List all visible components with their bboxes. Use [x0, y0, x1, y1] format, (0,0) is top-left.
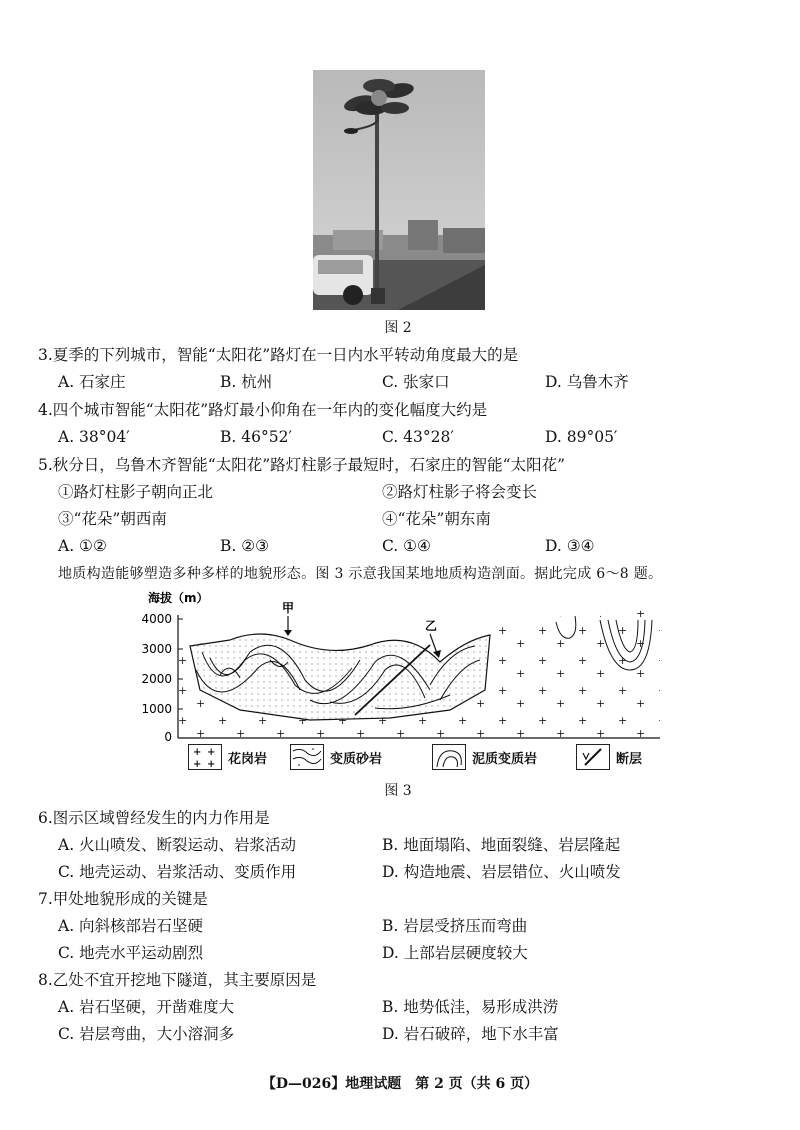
- question-5-option-c: C. ①④: [382, 537, 431, 555]
- question-6-stem: 6.图示区域曾经发生的内力作用是: [38, 809, 270, 827]
- question-7-option-c: C. 地壳水平运动剧烈: [58, 944, 204, 962]
- question-8-option-c: C. 岩层弯曲，大小溶洞多: [58, 1025, 235, 1043]
- question-7-stem: 7.甲处地貌形成的关键是: [38, 890, 208, 908]
- legend-fault-label: 断层: [616, 751, 643, 767]
- legend-metasandstone: [290, 742, 382, 772]
- label-yi: 乙: [425, 619, 438, 633]
- question-8-stem: 8.乙处不宜开挖地下隧道，其主要原因是: [38, 971, 317, 989]
- question-7-option-b: B. 岩层受挤压而弯曲: [382, 917, 528, 935]
- question-3-option-c: C. 张家口: [382, 373, 450, 391]
- question-4-stem: 4.四个城市智能“太阳花”路灯最小仰角在一年内的变化幅度大约是: [38, 401, 488, 419]
- question-3-option-b: B. 杭州: [220, 373, 273, 391]
- svg-text:+: +: [193, 759, 202, 769]
- question-8-option-a: A. 岩石坚硬，开凿难度大: [58, 998, 235, 1016]
- figure2-caption: 图 2: [384, 320, 412, 336]
- question-4-option-a: A. 38°04′: [58, 428, 130, 446]
- pelitic-swatch: [432, 744, 466, 770]
- question-5-statement-4: ④“花朵”朝东南: [382, 510, 491, 528]
- y-tick-3000: 3000: [141, 642, 172, 656]
- y-tick-2000: 2000: [141, 672, 172, 686]
- legend-granite: [188, 742, 267, 772]
- page-footer: 【D—026】地理试题 第 2 页（共 6 页）: [261, 1076, 539, 1092]
- legend-metasandstone-label: 变质砂岩: [330, 751, 383, 767]
- question-6-option-d: D. 构造地震、岩层错位、火山喷发: [382, 863, 621, 881]
- fault-swatch: [576, 744, 610, 770]
- legend-fault: [576, 742, 642, 772]
- y-tick-1000: 1000: [141, 702, 172, 716]
- legend-pelitic-label: 泥质变质岩: [472, 751, 538, 767]
- question-5-stem: 5.秋分日，乌鲁木齐智能“太阳花”路灯柱影子最短时，石家庄的智能“太阳花”: [38, 456, 565, 474]
- question-4-option-c: C. 43°28′: [382, 428, 454, 446]
- question-5-statement-1: ①路灯柱影子朝向正北: [58, 483, 214, 501]
- y-axis-label: 海拔（m）: [148, 591, 209, 605]
- legend-granite-label: 花岗岩: [228, 751, 268, 767]
- y-tick-0: 0: [164, 730, 172, 744]
- question-3-option-d: D. 乌鲁木齐: [545, 373, 629, 391]
- granite-swatch: [188, 744, 222, 770]
- question-6-option-a: A. 火山喷发、断裂运动、岩浆活动: [58, 836, 297, 854]
- question-5-statement-2: ②路灯柱影子将会变长: [382, 483, 538, 501]
- question-3-stem: 3.夏季的下列城市，智能“太阳花”路灯在一日内水平转动角度最大的是: [38, 346, 519, 364]
- question-4-option-b: B. 46°52′: [220, 428, 292, 446]
- metasandstone-swatch: [290, 744, 324, 770]
- figure3-caption: 图 3: [384, 783, 412, 799]
- legend-pelitic: [432, 742, 537, 772]
- question-6-option-c: C. 地壳运动、岩浆活动、变质作用: [58, 863, 297, 881]
- question-8-option-d: D. 岩石破碎，地下水丰富: [382, 1025, 559, 1043]
- section-intro: 地质构造能够塑造多种多样的地貌形态。图 3 示意我国某地地质构造剖面。据此完成 6～8 题。: [58, 566, 663, 582]
- question-5-option-a: A. ①②: [58, 537, 107, 555]
- y-tick-4000: 4000: [141, 612, 172, 626]
- question-7-option-a: A. 向斜核部岩石坚硬: [58, 917, 204, 935]
- question-4-option-d: D. 89°05′: [545, 428, 618, 446]
- svg-text:+: +: [207, 747, 216, 758]
- question-5-option-d: D. ③④: [545, 537, 595, 555]
- label-jia: 甲: [282, 601, 295, 615]
- question-6-option-b: B. 地面塌陷、地面裂缝、岩层隆起: [382, 836, 621, 854]
- question-5-option-b: B. ②③: [220, 537, 270, 555]
- svg-text:+: +: [207, 759, 216, 769]
- question-8-option-b: B. 地势低洼，易形成洪涝: [382, 998, 559, 1016]
- question-7-option-d: D. 上部岩层硬度较大: [382, 944, 528, 962]
- question-3-option-a: A. 石家庄: [58, 373, 126, 391]
- svg-text:+: +: [193, 747, 202, 758]
- question-5-statement-3: ③“花朵”朝西南: [58, 510, 167, 528]
- solar-flower-streetlamp-photo: [313, 70, 485, 310]
